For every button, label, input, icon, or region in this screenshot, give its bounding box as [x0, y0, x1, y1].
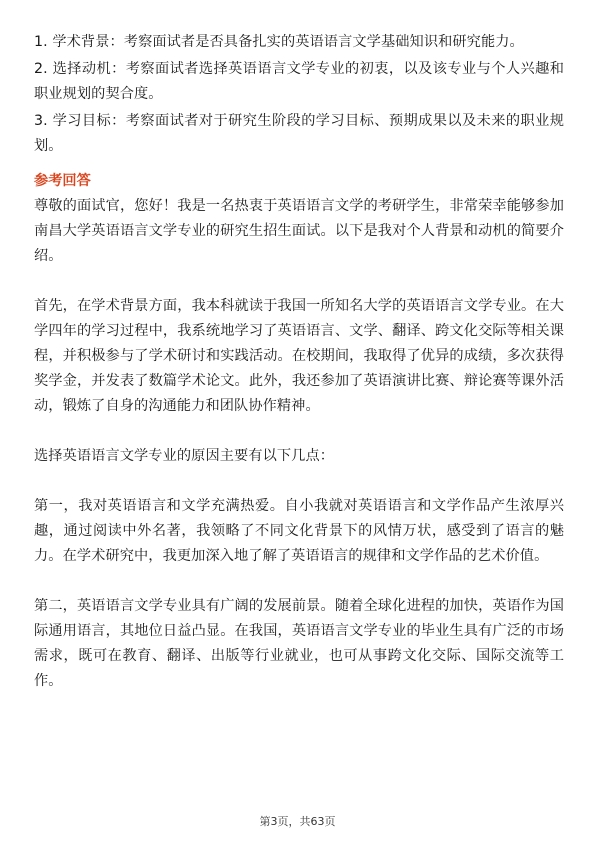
criterion-motivation: 2. 选择动机：考察面试者选择英语语言文学专业的初衷，以及该专业与个人兴趣和职业规划的契合度。	[34, 61, 564, 102]
page-content	[34, 30, 564, 694]
answer-paragraph-reasons-lead: 选择英语语言文学专业的原因主要有以下几点：	[34, 448, 335, 464]
answer-heading: 参考回答	[34, 173, 91, 189]
answer-paragraph-reason-two: 第二，英语语言文学专业具有广阔的发展前景。随着全球化进程的加快，英语作为国际通用语言，其地位日益凸显。在我国，英语语言文学专业的毕业生具有广泛的市场需求，既可在教育、翻译、出版等行业就业，也可从事跨文化交际、国际交流等工作。	[34, 598, 564, 689]
answer-paragraph-intro: 尊敬的面试官，您好！我是一名热衷于英语语言文学的考研学生，非常荣幸能够参加南昌大学英语语言文学专业的研究生招生面试。以下是我对个人背景和动机的简要介绍。	[34, 198, 564, 264]
criterion-study-goals: 3. 学习目标：考察面试者对于研究生阶段的学习目标、预期成果以及未来的职业规划。	[34, 113, 564, 154]
answer-paragraph-reason-one: 第一，我对英语语言和文学充满热爱。自小我就对英语语言和文学作品产生浓厚兴趣，通过阅读中外名著，我领略了不同文化背景下的风情万状，感受到了语言的魅力。在学术研究中，我更加深入地了解了英语语言的规律和文学作品的艺术价值。	[34, 498, 564, 564]
answer-paragraph-background: 首先，在学术背景方面，我本科就读于我国一所知名大学的英语语言文学专业。在大学四年的学习过程中，我系统地学习了英语语言、文学、翻译、跨文化交际等相关课程，并积极参与了学术研讨和实践活动。在校期间，我取得了优异的成绩，多次获得奖学金，并发表了数篇学术论文。此外，我还参加了英语演讲比赛、辩论赛等课外活动，锻炼了自身的沟通能力和团队协作精神。	[34, 298, 564, 414]
criterion-academic-background: 1. 学术背景：考察面试者是否具备扎实的英语语言文学基础知识和研究能力。	[34, 34, 524, 50]
page-number-footer: 第3页，共63页	[259, 815, 336, 828]
